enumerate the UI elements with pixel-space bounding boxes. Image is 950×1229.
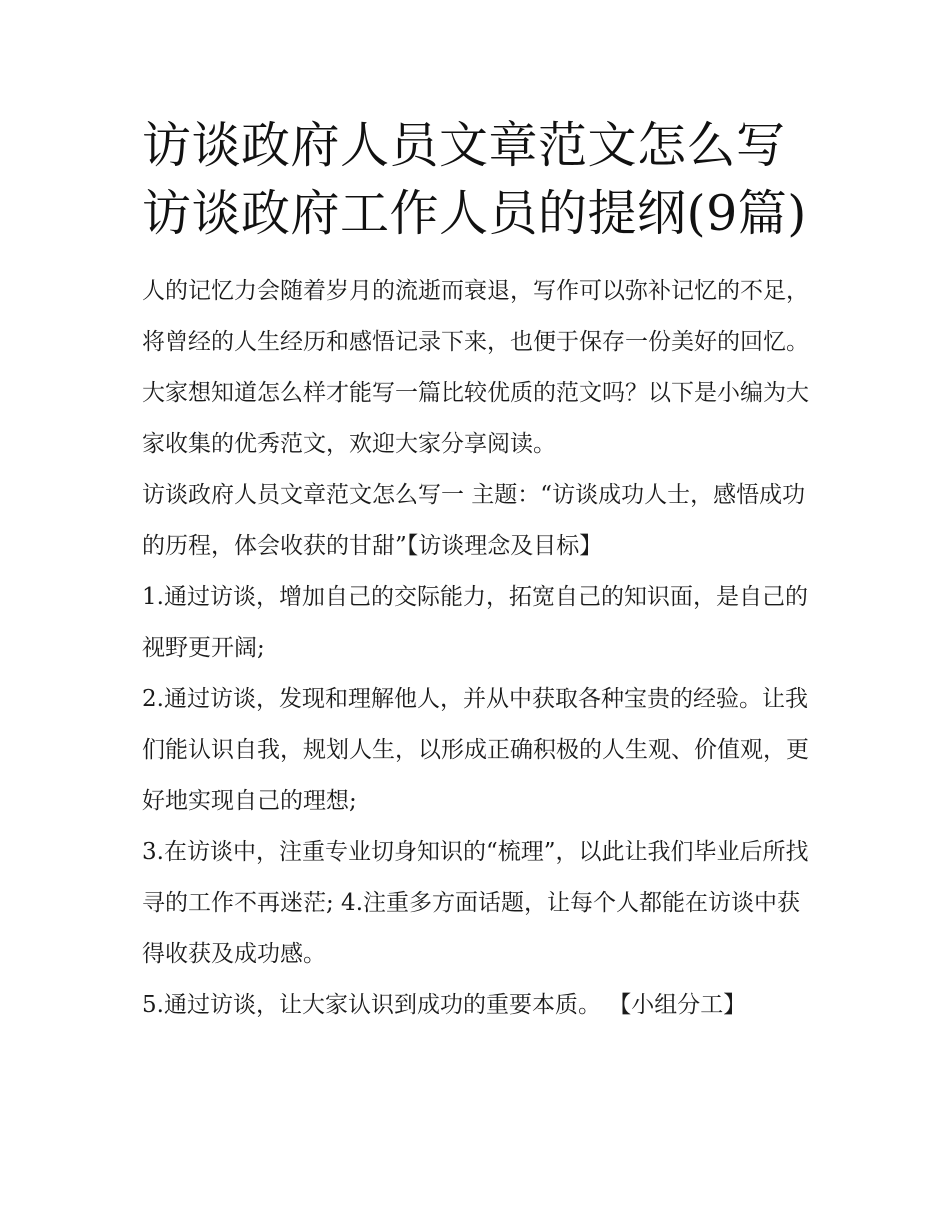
document-title: 访谈政府人员文章范文怎么写访谈政府工作人员的提纲(9篇): [142, 117, 807, 242]
document-body: [142, 266, 818, 1031]
document-page: [142, 112, 818, 1031]
paragraph-item-3-4: 3.在访谈中，注重专业切身知识的“梳理”，以此让我们毕业后所找寻的工作不再迷茫; 4.注重多方面话题，让每个人都能在访谈中获得收获及成功感。: [142, 839, 809, 967]
paragraph-theme: 访谈政府人员文章范文怎么写一 主题：“访谈成功人士，感悟成功的历程，体会收获的甘甜”【访谈理念及目标】: [142, 482, 806, 559]
paragraph-item-2: 2.通过访谈，发现和理解他人，并从中获取各种宝贵的经验。让我们能认识自我，规划人生，以形成正确积极的人生观、价值观，更好地实现自己的理想;: [142, 686, 809, 814]
paragraph-item-5: 5.通过访谈，让大家认识到成功的重要本质。 【小组分工】: [142, 992, 747, 1018]
paragraph-intro: 人的记忆力会随着岁月的流逝而衰退，写作可以弥补记忆的不足，将曾经的人生经历和感悟记录下来，也便于保存一份美好的回忆。大家想知道怎么样才能写一篇比较优质的范文吗？以下是小编为大家收集的优秀范文，欢迎大家分享阅读。: [142, 278, 809, 457]
paragraph-item-1: 1.通过访谈，增加自己的交际能力，拓宽自己的知识面，是自己的视野更开阔;: [142, 584, 808, 661]
